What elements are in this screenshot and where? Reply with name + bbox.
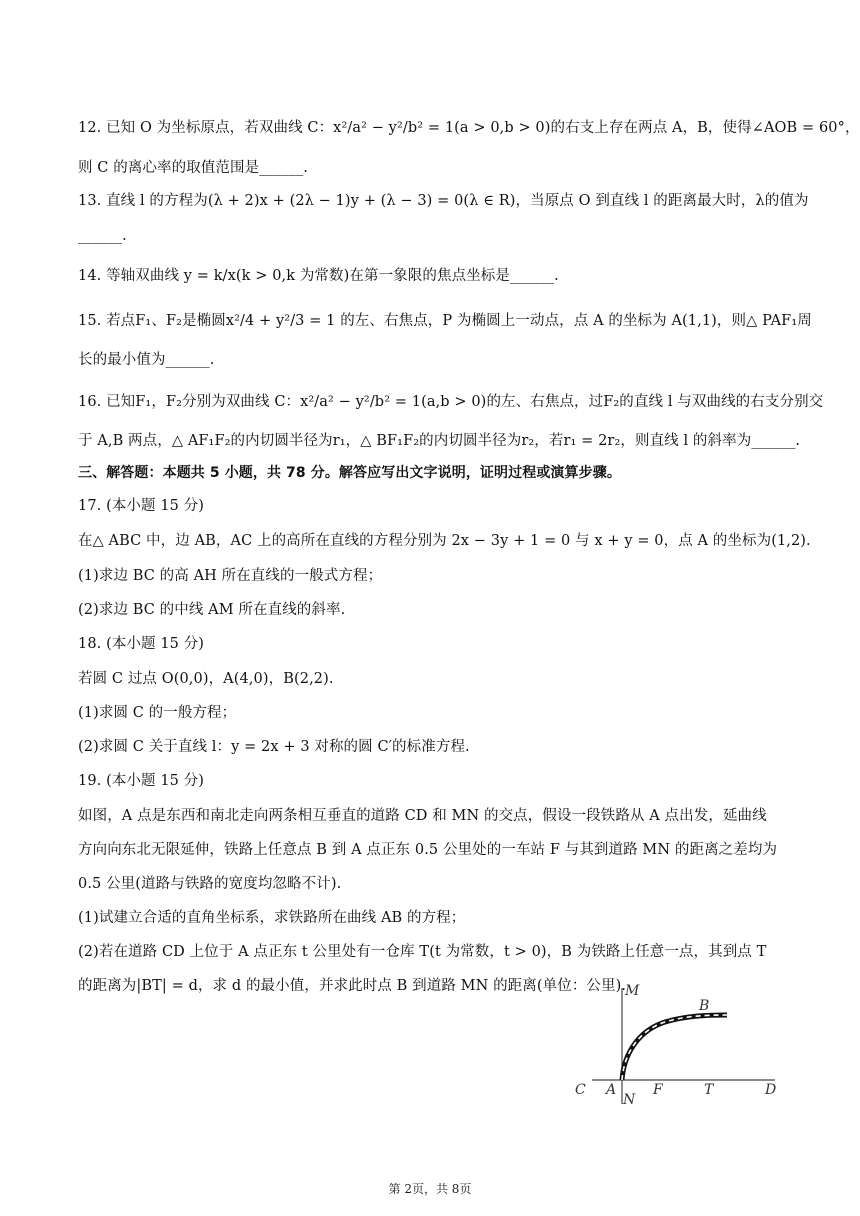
text-line: (2)若在道路 CD 上位于 A 点正东 t 公里处有一仓库 T(t 为常数，t > 0)，B 为铁路上任意一点，其到点 T xyxy=(78,944,767,960)
label-m: M xyxy=(625,983,640,999)
railway-figure xyxy=(570,980,785,1105)
label-a: A xyxy=(606,1082,617,1098)
problem-header: 17. (本小题 15 分) xyxy=(78,498,205,514)
text-line: 0.5 公里(道路与铁路的宽度均忽略不计). xyxy=(78,876,342,892)
text-line: 14. 等轴双曲线 y = k/x(k > 0,k 为常数)在第一象限的焦点坐标是______. xyxy=(78,268,559,284)
text-line: 15. 若点F₁、F₂是椭圆x²/4 + y²/3 = 1 的左、右焦点，P 为椭圆上一动点，点 A 的坐标为 A(1,1)，则△ PAF₁周 xyxy=(78,313,812,329)
text-line: 方向向东北无限延伸，铁路上任意点 B 到 A 点正东 0.5 公里处的一车站 F 与其到道路 MN 的距离之差均为 xyxy=(78,842,778,858)
label-c: C xyxy=(575,1082,586,1098)
text-line: (1)求边 BC 的高 AH 所在直线的一般式方程； xyxy=(78,568,383,584)
text-line: 16. 已知F₁，F₂分别为双曲线 C：x²/a² − y²/b² = 1(a,b > 0)的左、右焦点，过F₂的直线 l 与双曲线的右支分别交 xyxy=(78,394,824,410)
text-line: 如图，A 点是东西和南北走向两条相互垂直的道路 CD 和 MN 的交点，假设一段铁路从 A 点出发，延曲线 xyxy=(78,808,767,824)
section-heading: 三、解答题：本题共 5 小题，共 78 分。解答应写出文字说明，证明过程或演算步骤。 xyxy=(78,465,621,481)
railway-curve xyxy=(622,1015,727,1080)
label-d: D xyxy=(765,1082,777,1098)
text-line: (1)试建立合适的直角坐标系，求铁路所在曲线 AB 的方程； xyxy=(78,910,466,926)
problem-header: 18. (本小题 15 分) xyxy=(78,636,205,652)
text-line: 12. 已知 O 为坐标原点，若双曲线 C：x²/a² − y²/b² = 1(a > 0,b > 0)的右支上存在两点 A，B，使得∠AOB = 60°， xyxy=(78,120,860,136)
text-line: (2)求圆 C 关于直线 l：y = 2x + 3 对称的圆 C′的标准方程. xyxy=(78,739,470,755)
text-line: 的距离为|BT| = d，求 d 的最小值，并求此时点 B 到道路 MN 的距离(单位：公里). xyxy=(78,978,627,994)
text-line: 长的最小值为______. xyxy=(78,352,215,368)
text-line: 13. 直线 l 的方程为(λ + 2)x + (2λ − 1)y + (λ − 3) = 0(λ ∈ R)，当原点 O 到直线 l 的距离最大时，λ的值为 xyxy=(78,193,809,209)
text-line: 在△ ABC 中，边 AB，AC 上的高所在直线的方程分别为 2x − 3y + 1 = 0 与 x + y = 0，点 A 的坐标为(1,2). xyxy=(78,533,811,549)
text-line: ______. xyxy=(78,228,127,244)
label-t: T xyxy=(704,1082,714,1098)
text-line: (2)求边 BC 的中线 AM 所在直线的斜率. xyxy=(78,602,346,618)
railway-dashes xyxy=(622,1015,727,1080)
text-line: 则 C 的离心率的取值范围是______. xyxy=(78,160,309,176)
text-line: 于 A,B 两点，△ AF₁F₂的内切圆半径为r₁，△ BF₁F₂的内切圆半径为r₂，若r₁ = 2r₂，则直线 l 的斜率为______. xyxy=(78,433,801,449)
label-b: B xyxy=(699,998,710,1014)
label-n: N xyxy=(623,1092,636,1105)
label-f: F xyxy=(653,1082,663,1098)
text-line: (1)求圆 C 的一般方程； xyxy=(78,705,237,721)
page-footer: 第 2页，共 8页 xyxy=(388,1182,472,1196)
problem-header: 19. (本小题 15 分) xyxy=(78,773,205,789)
text-line: 若圆 C 过点 O(0,0)，A(4,0)，B(2,2). xyxy=(78,671,334,687)
